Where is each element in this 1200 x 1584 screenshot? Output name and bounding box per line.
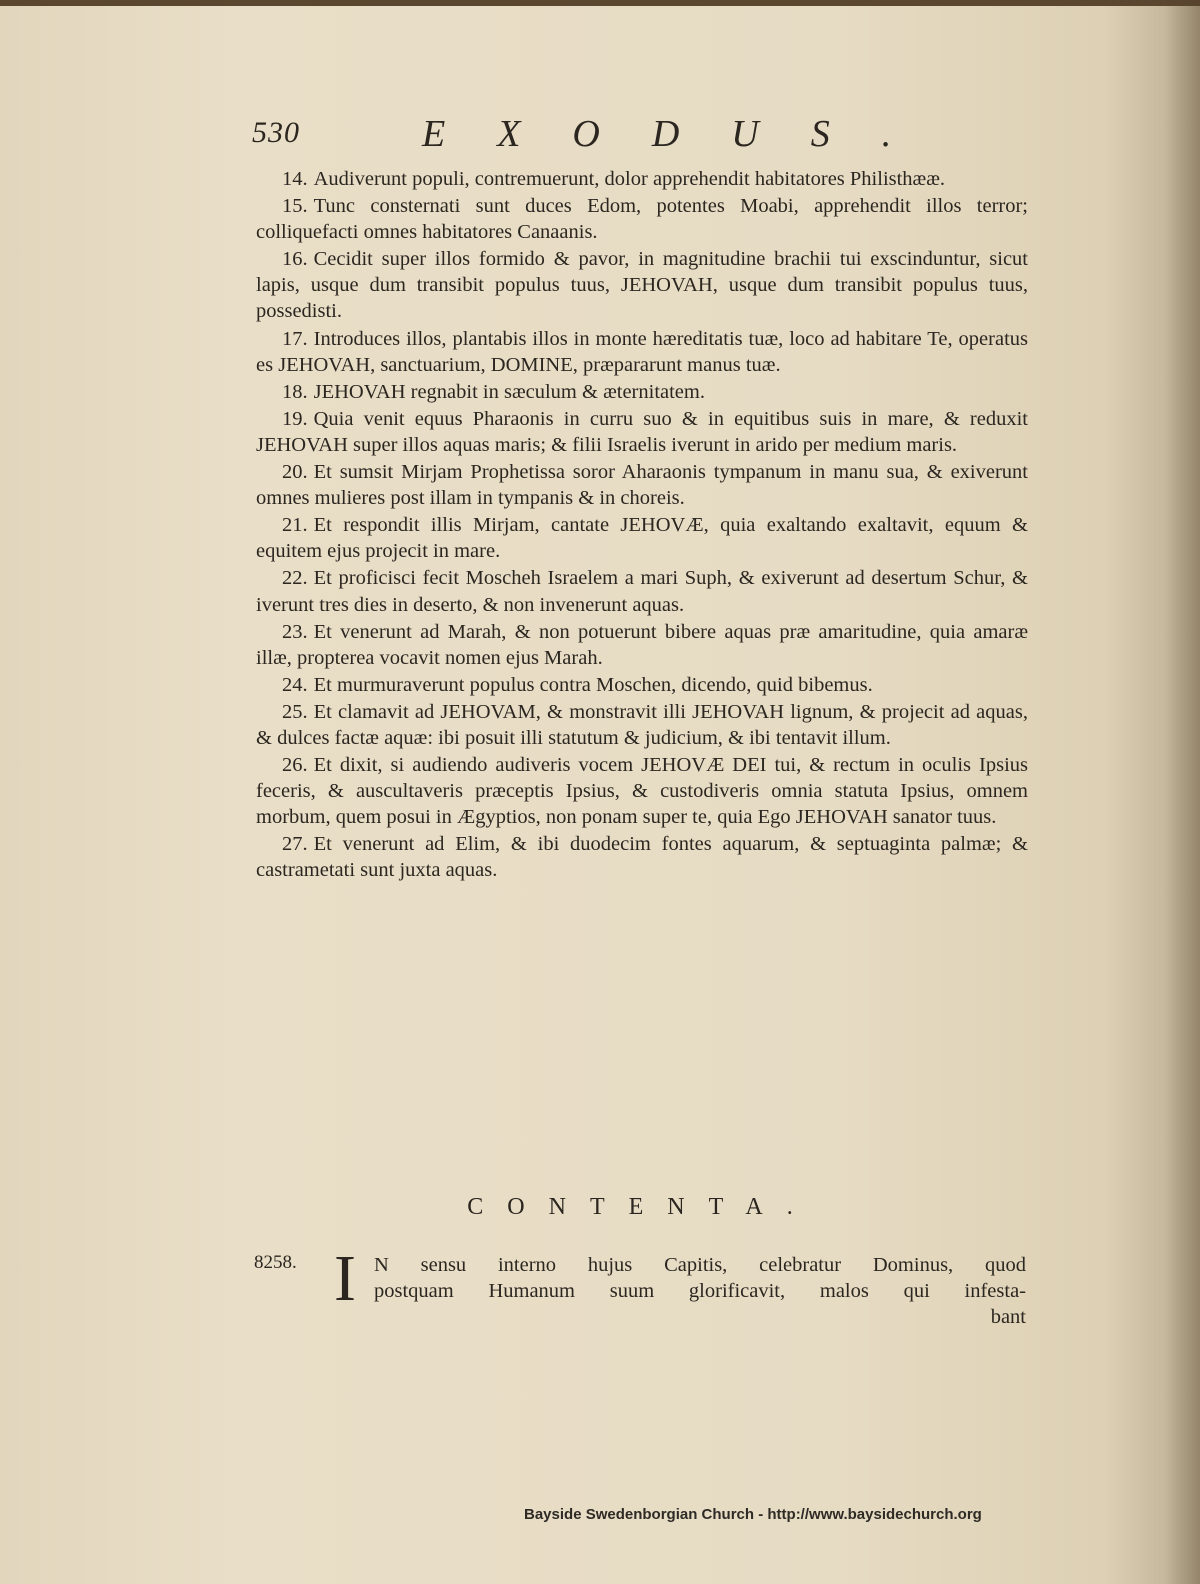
verse-number: 14. [282,168,308,190]
verse-24 [256,672,1028,698]
page-header [252,112,1052,162]
verse-number: 19. [282,407,308,430]
contenta-heading: CONTENTA. [467,1194,817,1220]
catchword: bant [990,1306,1026,1328]
verse-text: Tunc consternati sunt duces Edom, potentes Moabi, apprehendit illos terror; colliquefacti omnes habitatores Canaanis. [256,195,1028,244]
paragraph-number: 8258. [254,1252,297,1273]
verse-text: Cecidit super illos formido & pavor, in magnitudine brachii tui exscinduntur, sicut lapis, usque dum transibit populus tuus, JEHOVAH, usque dum transibit populus tuus, possedisti. [256,248,1028,323]
verse-text: Quia venit equus Pharaonis in curru suo & in equitibus suis in mare, & reduxit JEHOVAH super illos aquas maris; & filii Israelis iverunt in arido per medium maris. [256,407,1028,456]
verse-20 [256,459,1028,511]
verse-22 [256,565,1028,617]
verse-number: 25. [282,700,308,723]
verse-number: 26. [282,754,308,777]
verse-text: Et dixit, si audiendo audiveris vocem JEHOVÆ DEI tui, & rectum in oculis Ipsius feceris, & auscultaveris præceptis Ipsius, & custodiveris omnia statuta Ipsius, omnem morbum, quem posui in Ægyptios, non ponam super te, quia Ego JEHOVAH sanator tuus. [256,754,1028,829]
page-number: 530 [252,116,300,149]
verse-14 [256,166,1028,192]
verse-18 [256,379,1028,405]
verse-number: 24. [282,673,308,696]
verse-text: Et clamavit ad JEHOVAM, & monstravit illi JEHOVAH lignum, & projecit ad aquas, & dulces factæ aquæ: ibi posuit illi statutum & judicium, & ibi tentavit illum. [256,700,1028,749]
verse-text: Et respondit illis Mirjam, cantate JEHOVÆ, quia exaltando exaltavit, equum & equitem ejus projecit in mare. [256,514,1028,563]
verse-text: Et venerunt ad Elim, & ibi duodecim fontes aquarum, & septuaginta palmæ; & castrametati sunt juxta aquas. [256,833,1028,882]
verse-17 [256,326,1028,378]
verse-21 [256,512,1028,564]
verse-number: 20. [282,461,308,484]
drop-cap: I [334,1242,356,1315]
verse-number: 27. [282,833,308,856]
verse-27 [256,831,1028,883]
verse-16 [256,246,1028,324]
running-title: EXODUS. [422,113,944,155]
paragraph-line: postquam Humanum suum glorificavit, malos qui infesta- [374,1280,1026,1302]
footer-credit: Bayside Swedenborgian Church - http://www.baysidechurch.org [524,1506,982,1523]
paragraph-line: N sensu interno hujus Capitis, celebratur Dominus, quod [374,1254,1026,1276]
verse-text: Audiverunt populi, contremuerunt, dolor apprehendit habitatores Philisthææ. [313,168,946,190]
verse-number: 17. [282,327,308,350]
verse-number: 23. [282,620,308,643]
verse-text: Introduces illos, plantabis illos in monte hæreditatis tuæ, loco ad habitare Te, operatus es JEHOVAH, sanctuarium, DOMINE, præpararunt manus tuæ. [256,327,1028,376]
contenta-paragraph [254,1242,1030,1350]
verse-text: Et sumsit Mirjam Prophetissa soror Aharaonis tympanum in manu sua, & exiverunt omnes mulieres post illam in tympanis & in choreis. [256,461,1028,510]
page-top-edge [0,0,1200,6]
verse-list [256,166,1028,885]
verse-text: Et proficisci fecit Moscheh Israelem a mari Suph, & exiverunt ad desertum Schur, & iverunt tres dies in deserto, & non invenerunt aquas. [256,567,1028,616]
verse-number: 18. [282,380,308,403]
verse-text: Et murmuraverunt populus contra Moschen, dicendo, quid bibemus. [313,673,873,696]
verse-text: Et venerunt ad Marah, & non potuerunt bibere aquas præ amaritudine, quia amaræ illæ, propterea vocavit nomen ejus Marah. [256,620,1028,669]
verse-number: 16. [282,248,308,271]
paragraph-text [374,1252,1026,1330]
verse-15 [256,193,1028,245]
verse-25 [256,699,1028,751]
verse-19 [256,406,1028,458]
verse-number: 21. [282,514,308,537]
verse-26 [256,752,1028,830]
verse-23 [256,619,1028,671]
page-binding-shadow [1164,0,1200,1584]
verse-number: 22. [282,567,308,590]
verse-text: JEHOVAH regnabit in sæculum & æternitatem. [313,380,705,403]
verse-number: 15. [282,195,308,218]
